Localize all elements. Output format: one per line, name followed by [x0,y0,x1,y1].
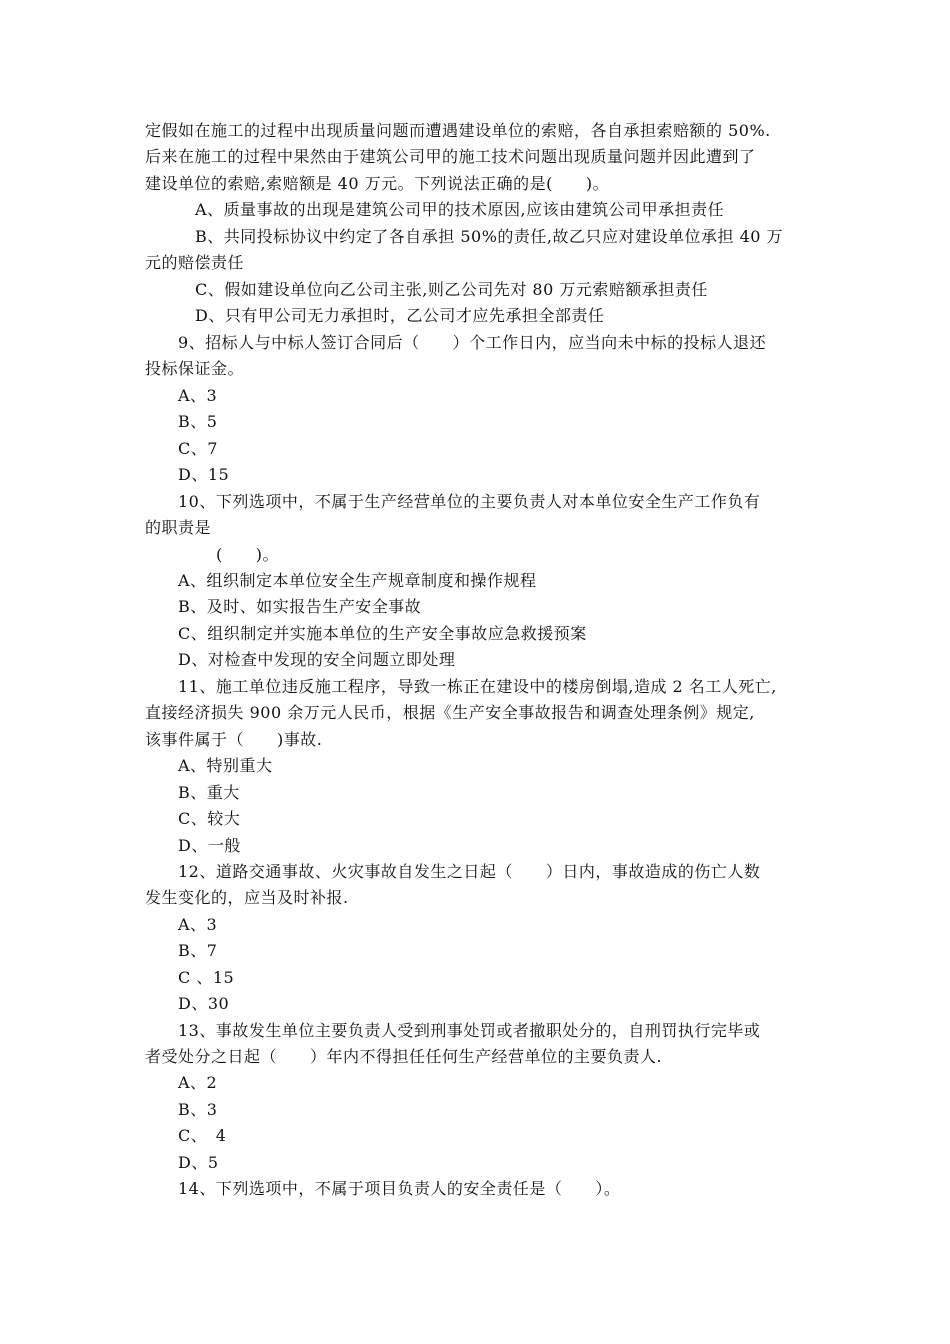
text-line: 投标保证金。 [145,359,245,378]
option-line: D、对检查中发现的安全问题立即处理 [178,650,456,669]
text-line: 建设单位的索赔,索赔额是 40 万元。下列说法正确的是( )。 [145,174,610,193]
option-line: D、30 [178,994,230,1013]
text-line: 发生变化的，应当及时补报. [145,888,349,907]
question-line: 12、道路交通事故、火灾事故自发生之日起（ ）日内，事故造成的伤亡人数 [178,862,761,881]
option-line: B、5 [178,412,218,431]
option-line: A、质量事故的出现是建筑公司甲的技术原因,应该由建筑公司甲承担责任 [195,200,725,219]
option-line: A、2 [178,1073,218,1092]
option-line: C、假如建设单位向乙公司主张,则乙公司先对 80 万元索赔额承担责任 [195,280,708,299]
option-line: D、只有甲公司无力承担时，乙公司才应先承担全部责任 [195,306,605,325]
question-line: 10、下列选项中，不属于生产经营单位的主要负责人对本单位安全生产工作负有 [178,492,761,511]
text-line: 后来在施工的过程中果然由于建筑公司甲的施工技术问题出现质量问题并因此遭到了 [145,147,756,166]
option-line: A、特别重大 [178,756,273,775]
question-line: 11、施工单位违反施工程序，导致一栋正在建设中的楼房倒塌,造成 2 名工人死亡, [178,677,777,696]
option-line: D、一般 [178,836,241,855]
text-line: 直接经济损失 900 余万元人民币，根据《生产安全事故报告和调查处理条例》规定, [145,703,755,722]
text-line: 的职责是 [145,518,212,537]
option-line: B、7 [178,941,218,960]
option-line: B、重大 [178,783,240,802]
option-line: A、组织制定本单位安全生产规章制度和操作规程 [178,571,537,590]
text-line: 定假如在施工的过程中出现质量问题而遭遇建设单位的索赔，各自承担索赔额的 50%. [145,121,771,140]
option-line: C、 4 [178,1126,227,1145]
option-line: C、7 [178,439,218,458]
option-line: C、组织制定并实施本单位的生产安全事故应急救援预案 [178,624,587,643]
question-line: 9、招标人与中标人签订合同后（ ）个工作日内，应当向未中标的投标人退还 [178,333,767,352]
option-line: C 、15 [178,968,235,987]
option-line: A、3 [178,915,218,934]
text-line: 元的赔偿责任 [145,253,245,272]
question-line: 14、下列选项中，不属于项目负责人的安全责任是（ ）。 [178,1179,621,1198]
text-line: 该事件属于（ )事故. [145,730,323,749]
option-line: B、共同投标协议中约定了各自承担 50%的责任,故乙只应对建设单位承担 40 万 [195,227,784,246]
option-line: D、15 [178,465,230,484]
question-line: 13、事故发生单位主要负责人受到刑事处罚或者撤职处分的，自刑罚执行完毕或 [178,1021,761,1040]
text-line: 者受处分之日起（ ）年内不得担任任何生产经营单位的主要负责人. [145,1047,663,1066]
option-line: B、及时、如实报告生产安全事故 [178,597,422,616]
option-line: B、3 [178,1100,218,1119]
text-line: ( )。 [216,545,279,564]
option-line: D、5 [178,1153,219,1172]
option-line: C、较大 [178,809,241,828]
option-line: A、3 [178,386,218,405]
